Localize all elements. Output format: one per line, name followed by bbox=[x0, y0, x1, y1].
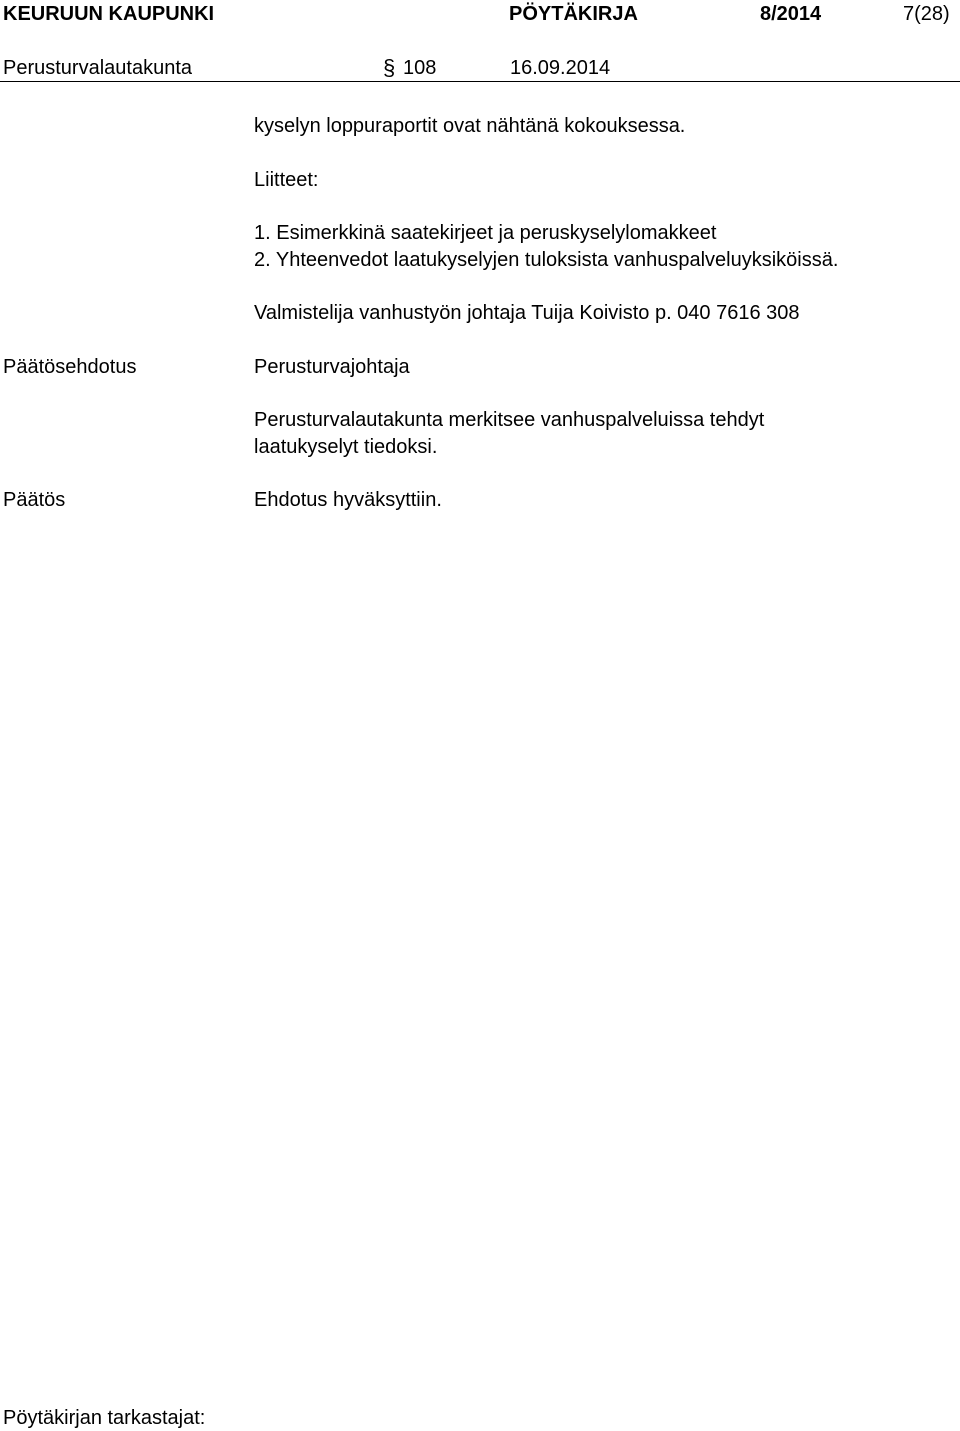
proposal-line: Perusturvalautakunta merkitsee vanhuspalveluissa tehdyt bbox=[254, 409, 765, 431]
document-type: PÖYTÄKIRJA bbox=[509, 3, 638, 25]
board-name: Perusturvalautakunta bbox=[3, 57, 193, 79]
decision-text: Ehdotus hyväksyttiin. bbox=[254, 489, 442, 511]
section-number: 108 bbox=[403, 57, 437, 79]
decision-label: Päätös bbox=[3, 489, 66, 511]
meeting-date: 16.09.2014 bbox=[510, 57, 611, 79]
attachment-item: 1. Esimerkkinä saatekirjeet ja peruskyselylomakkeet bbox=[254, 222, 717, 244]
proposal-label: Päätösehdotus bbox=[3, 356, 137, 378]
header-divider bbox=[0, 81, 960, 82]
document-number: 8/2014 bbox=[760, 3, 822, 25]
organization-name: KEURUUN KAUPUNKI bbox=[3, 3, 215, 25]
reviewers-label: Pöytäkirjan tarkastajat: bbox=[3, 1407, 206, 1429]
attachments-label: Liitteet: bbox=[254, 169, 319, 191]
intro-text: kyselyn loppuraportit ovat nähtänä kokouksessa. bbox=[254, 115, 686, 137]
attachment-item: 2. Yhteenvedot laatukyselyjen tuloksista vanhuspalveluyksiköissä. bbox=[254, 249, 839, 271]
preparer-text: Valmistelija vanhustyön johtaja Tuija Koivisto p. 040 7616 308 bbox=[254, 302, 800, 324]
page-number: 7(28) bbox=[903, 3, 950, 25]
section-symbol: § bbox=[383, 55, 396, 80]
proposal-line: laatukyselyt tiedoksi. bbox=[254, 436, 438, 458]
proposer-text: Perusturvajohtaja bbox=[254, 356, 410, 378]
